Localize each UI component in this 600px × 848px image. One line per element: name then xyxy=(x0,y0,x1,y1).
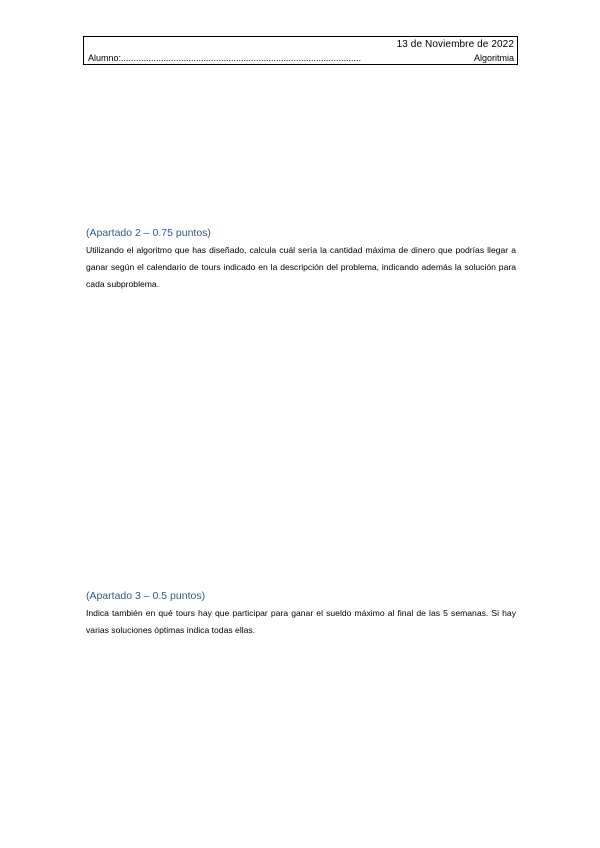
section-3-title: (Apartado 3 – 0.5 puntos) xyxy=(86,590,206,602)
student-name-field: Alumno:................................................................................................ xyxy=(88,53,362,63)
subject-name: Algoritmia xyxy=(473,53,514,63)
section-2-title: (Apartado 2 – 0.75 puntos) xyxy=(86,227,211,239)
section-2-body: Utilizando el algoritmo que has diseñado, calcula cuál sería la cantidad máxima de dinero que podrías llegar a ganar según el calendario de tours indicado en la descripción del problema, indicando además la solución para cada subproblema. xyxy=(86,245,516,289)
page-header xyxy=(83,36,518,65)
exam-date: 13 de Noviembre de 2022 xyxy=(396,39,514,50)
section-3-body: Indica también en qué tours hay que participar para ganar el sueldo máximo al final de las 5 semanas. Si hay varias soluciones óptimas indica todas ellas. xyxy=(86,608,516,635)
